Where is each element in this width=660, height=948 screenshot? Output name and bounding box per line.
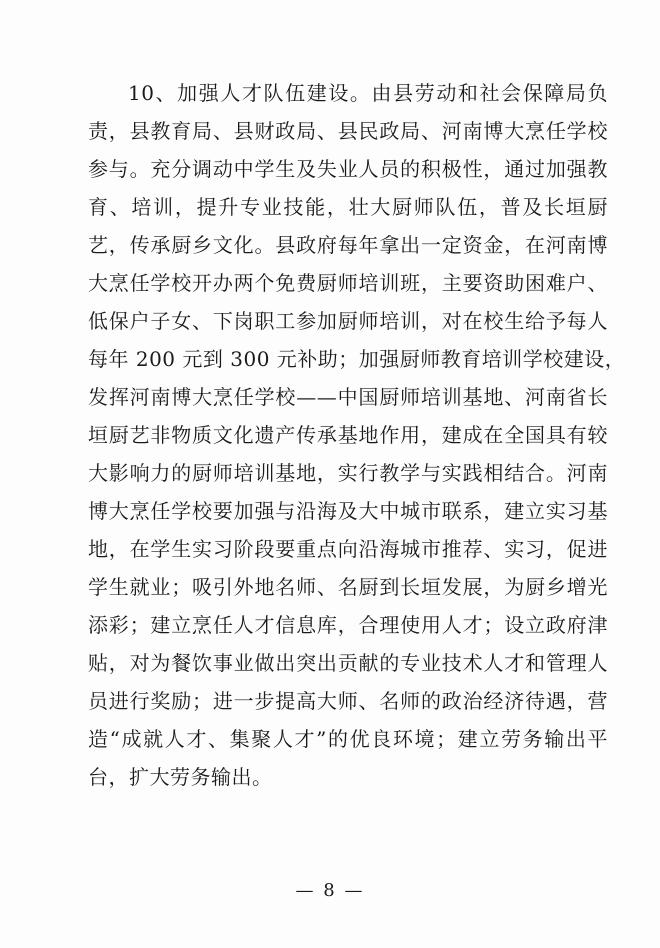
- text-line: 台，扩大劳务输出。: [88, 765, 273, 789]
- text-line: 每年 200 元到 300 元补助；加强厨师教育培训学校建设，: [88, 347, 626, 371]
- text-line: 博大烹任学校要加强与沿海及大中城市联系，建立实习基: [88, 499, 608, 523]
- text-line: 地，在学生实习阶段要重点向沿海城市推荐、实习，促进: [88, 537, 608, 561]
- text-line: 员进行奖励；进一步提高大师、名师的政治经济待遇，营: [88, 689, 608, 713]
- text-line: 低保户子女、下岗职工参加厨师培训，对在校生给予每人: [88, 309, 608, 333]
- text-line: 育、培训，提升专业技能，壮大厨师队伍，普及长垣厨: [88, 195, 608, 219]
- paragraph: [88, 74, 626, 796]
- text-line: 学生就业；吸引外地名师、名厨到长垣发展，为厨乡增光: [88, 575, 608, 599]
- text-line: 贴，对为餐饮事业做出突出贡献的专业技术人才和管理人: [88, 651, 608, 675]
- text-line: 艺，传承厨乡文化。县政府每年拿出一定资金，在河南博: [88, 233, 608, 257]
- text-line: 参与。充分调动中学生及失业人员的积极性，通过加强教: [88, 157, 608, 181]
- text-line: 造“成就人才、集聚人才”的优良环境；建立劳务输出平: [88, 727, 608, 751]
- text-line: 10、加强人才队伍建设。由县劳动和社会保障局负: [128, 81, 608, 105]
- text-line: 添彩；建立烹任人才信息库，合理使用人才；设立政府津: [88, 613, 608, 637]
- page-number: — 8 —: [295, 880, 365, 901]
- text-line: 责，县教育局、县财政局、县民政局、河南博大烹任学校: [88, 119, 608, 143]
- text-line: 垣厨艺非物质文化遗产传承基地作用，建成在全国具有较: [88, 423, 608, 447]
- text-line: 大烹任学校开办两个免费厨师培训班，主要资助困难户、: [88, 271, 608, 295]
- text-line: 发挥河南博大烹任学校——中国厨师培训基地、河南省长: [88, 385, 608, 409]
- text-line: 大影响力的厨师培训基地，实行教学与实践相结合。河南: [88, 461, 608, 485]
